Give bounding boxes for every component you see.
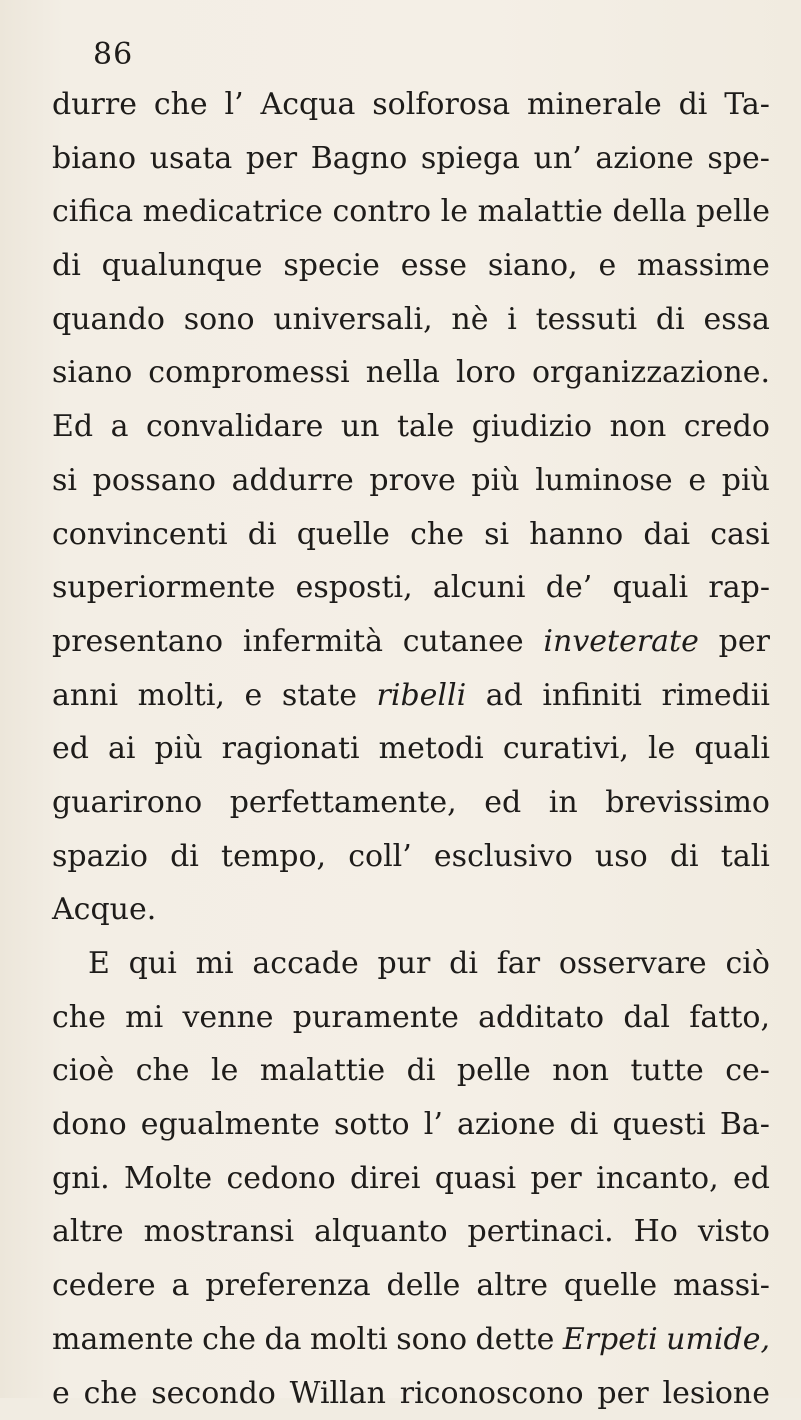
word: universali, <box>273 293 432 347</box>
word: per <box>719 615 770 669</box>
text-line <box>52 1098 770 1152</box>
word: tale <box>397 400 454 454</box>
text-line <box>52 830 770 884</box>
word: minerale <box>527 78 662 132</box>
word: azione <box>595 132 693 186</box>
word: altre <box>52 1205 124 1259</box>
word: luminose <box>535 454 673 508</box>
word: un <box>341 400 380 454</box>
word: e <box>688 454 706 508</box>
word: prove <box>369 454 455 508</box>
word: guarirono <box>52 776 202 830</box>
word: infiniti <box>542 669 642 723</box>
word: l’ <box>424 1098 443 1152</box>
word: tempo, <box>221 830 326 884</box>
word: Acqua <box>261 78 356 132</box>
text-line <box>52 454 770 508</box>
word: Acque. <box>52 883 156 937</box>
text-line <box>52 722 770 776</box>
word: loro <box>456 346 516 400</box>
word: anni <box>52 669 118 723</box>
word: Ho <box>634 1205 678 1259</box>
word: ed <box>484 776 521 830</box>
word: casi <box>710 508 770 562</box>
word: spazio <box>52 830 148 884</box>
word: possano <box>93 454 216 508</box>
word: durre <box>52 78 137 132</box>
word: e <box>598 239 616 293</box>
word: che <box>136 1044 190 1098</box>
word: non <box>610 400 667 454</box>
word: nella <box>366 346 440 400</box>
word: additato <box>478 991 604 1045</box>
word: dai <box>643 508 690 562</box>
word: addurre <box>232 454 354 508</box>
word: specie <box>283 239 380 293</box>
word: siano <box>52 346 132 400</box>
word: mostransi <box>144 1205 295 1259</box>
word: qualunque <box>102 239 263 293</box>
word: quasi <box>435 1152 516 1206</box>
word: alquanto <box>314 1205 447 1259</box>
text-line <box>52 615 770 669</box>
word: pelle <box>457 1044 531 1098</box>
word: per <box>597 1367 648 1420</box>
word: dette <box>476 1313 555 1367</box>
word: di <box>52 239 81 293</box>
word: di <box>170 830 199 884</box>
word: contro <box>332 185 431 239</box>
word: esposti, <box>296 561 413 615</box>
text-line <box>52 883 770 937</box>
word: le <box>211 1044 238 1098</box>
word: sotto <box>334 1098 410 1152</box>
word: credo <box>684 400 770 454</box>
word: lesione <box>663 1367 770 1420</box>
word: pur <box>377 937 430 991</box>
word: solforosa <box>372 78 510 132</box>
word: ragionati <box>222 722 360 776</box>
word: siano, <box>488 239 578 293</box>
word: superiormente <box>52 561 275 615</box>
word: visto <box>698 1205 770 1259</box>
word: accade <box>252 937 358 991</box>
word: compromessi <box>148 346 350 400</box>
word: far <box>497 937 540 991</box>
word: che <box>202 1313 256 1367</box>
word: brevissimo <box>605 776 770 830</box>
word: quali <box>613 561 689 615</box>
word: dono <box>52 1098 127 1152</box>
word: questi <box>612 1098 705 1152</box>
text-line <box>52 239 770 293</box>
word: sono <box>184 293 255 347</box>
text-line <box>52 937 770 991</box>
page-number: 86 <box>93 38 133 72</box>
word: umide, <box>666 1313 770 1367</box>
text-line <box>52 561 770 615</box>
word: venne <box>182 991 273 1045</box>
word: convincenti <box>52 508 228 562</box>
word: presentano <box>52 615 223 669</box>
word: Ba- <box>720 1098 770 1152</box>
word: metodi <box>379 722 484 776</box>
word: tessuti <box>536 293 638 347</box>
word: de’ <box>546 561 593 615</box>
word: qui <box>129 937 177 991</box>
word: mi <box>196 937 234 991</box>
word: a <box>111 400 129 454</box>
word: che <box>84 1367 138 1420</box>
word: altre <box>476 1259 548 1313</box>
word: massime <box>637 239 770 293</box>
text-line <box>52 293 770 347</box>
word: nè <box>451 293 488 347</box>
word: Erpeti <box>563 1313 658 1367</box>
text-line <box>52 400 770 454</box>
word: mamente <box>52 1313 194 1367</box>
word: pertinaci. <box>468 1205 614 1259</box>
word: organizzazione. <box>532 346 770 400</box>
word: uso <box>595 830 648 884</box>
word: coll’ <box>348 830 412 884</box>
word: di <box>407 1044 436 1098</box>
word: cedono <box>226 1152 335 1206</box>
word: per <box>246 132 297 186</box>
word: quali <box>694 722 770 776</box>
text-line <box>52 78 770 132</box>
text-line <box>52 1044 770 1098</box>
word: Ed <box>52 400 93 454</box>
word: quando <box>52 293 165 347</box>
word: azione <box>457 1098 555 1152</box>
word: preferenza <box>205 1259 370 1313</box>
text-line <box>52 508 770 562</box>
word: alcuni <box>433 561 526 615</box>
word: e <box>52 1367 70 1420</box>
text-line <box>52 991 770 1045</box>
word: di <box>656 293 685 347</box>
text-line <box>52 1259 770 1313</box>
word: sono <box>396 1313 467 1367</box>
word: ce- <box>725 1044 770 1098</box>
word: hanno <box>529 508 623 562</box>
word: tutte <box>630 1044 703 1098</box>
word: mi <box>125 991 163 1045</box>
word: Bagno <box>311 132 408 186</box>
word: si <box>484 508 509 562</box>
word: di <box>570 1098 599 1152</box>
word: Ta- <box>724 78 770 132</box>
word: cifica <box>52 185 133 239</box>
word: ribelli <box>377 669 467 723</box>
word: le <box>441 185 468 239</box>
word: inveterate <box>543 615 698 669</box>
word: di <box>248 508 277 562</box>
word: e <box>245 669 263 723</box>
word: delle <box>387 1259 461 1313</box>
word: convalidare <box>146 400 323 454</box>
word: più <box>471 454 519 508</box>
word: Molte <box>124 1152 212 1206</box>
word: le <box>648 722 675 776</box>
word: che <box>410 508 464 562</box>
word: più <box>722 454 770 508</box>
word: malattie <box>260 1044 385 1098</box>
word: della <box>612 185 686 239</box>
word: spiega <box>421 132 520 186</box>
word: tali <box>721 830 770 884</box>
text-line <box>52 776 770 830</box>
word: riconoscono <box>400 1367 584 1420</box>
word: malattie <box>478 185 603 239</box>
word: state <box>282 669 357 723</box>
word: in <box>549 776 578 830</box>
word: ciò <box>725 937 769 991</box>
word: di <box>679 78 708 132</box>
word: fatto, <box>689 991 770 1045</box>
word: che <box>52 991 106 1045</box>
word: infermità <box>243 615 383 669</box>
text-line <box>52 185 770 239</box>
word: pelle <box>696 185 770 239</box>
text-line <box>52 669 770 723</box>
word: più <box>155 722 203 776</box>
word: esse <box>401 239 467 293</box>
word: non <box>552 1044 609 1098</box>
word: che <box>154 78 208 132</box>
word: cedere <box>52 1259 156 1313</box>
word: giudizio <box>472 400 592 454</box>
word: E <box>88 937 110 991</box>
text-line <box>52 1205 770 1259</box>
text-line <box>52 1313 770 1367</box>
word: un’ <box>534 132 582 186</box>
word: massi- <box>673 1259 770 1313</box>
word: egualmente <box>141 1098 320 1152</box>
word: puramente <box>293 991 459 1045</box>
word: esclusivo <box>434 830 573 884</box>
word: per <box>530 1152 581 1206</box>
word: usata <box>150 132 233 186</box>
text-line <box>52 346 770 400</box>
text-line <box>52 132 770 186</box>
word: spe- <box>707 132 770 186</box>
word: osservare <box>559 937 707 991</box>
word: curativi, <box>503 722 629 776</box>
word: ai <box>108 722 135 776</box>
word: quelle <box>564 1259 657 1313</box>
word: cutanee <box>403 615 524 669</box>
word: si <box>52 454 77 508</box>
word: dal <box>623 991 670 1045</box>
word: gni. <box>52 1152 110 1206</box>
word: perfettamente, <box>230 776 457 830</box>
word: cioè <box>52 1044 114 1098</box>
word: molti <box>310 1313 388 1367</box>
word: direi <box>350 1152 421 1206</box>
word: a <box>172 1259 190 1313</box>
word: biano <box>52 132 136 186</box>
word: essa <box>703 293 769 347</box>
word: i <box>507 293 517 347</box>
word: rap- <box>708 561 770 615</box>
word: incanto, <box>596 1152 719 1206</box>
word: da <box>264 1313 301 1367</box>
word: ed <box>52 722 89 776</box>
word: ad <box>486 669 523 723</box>
text-line <box>52 1367 770 1420</box>
word: l’ <box>225 78 244 132</box>
word: molti, <box>138 669 225 723</box>
text-line <box>52 1152 770 1206</box>
body-text <box>52 78 770 1420</box>
word: quelle <box>297 508 390 562</box>
word: rimedii <box>661 669 770 723</box>
word: Willan <box>290 1367 386 1420</box>
word: di <box>449 937 478 991</box>
word: secondo <box>151 1367 276 1420</box>
word: medicatrice <box>143 185 323 239</box>
word: ed <box>733 1152 770 1206</box>
word: di <box>670 830 699 884</box>
